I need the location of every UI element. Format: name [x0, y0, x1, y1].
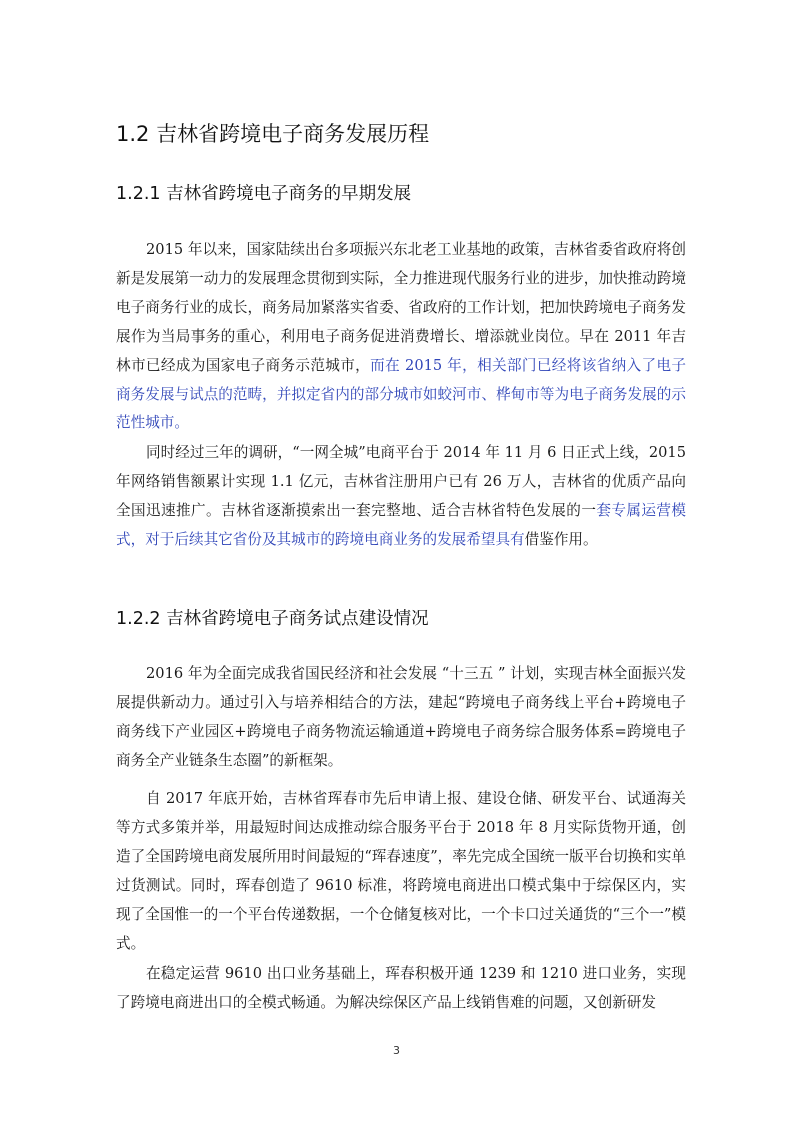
paragraph-text: 同时经过三年的调研，“一网全城”电商平台于 2014 年 11 月 6 日正式上线，2015 年网络销售额累计实现 1.1 亿元，吉林省注册用户已有 26 万人，吉林省的优质产品向全国迅速推广。吉林省逐渐摸索出一套完整地、适合吉林省特色发展的一 [116, 444, 686, 519]
highlighted-text: 而在 2015 年，相关部门已经将该省纳入了电子商务发展与试点的范畴，并拟定省内的部分城市如蛟河市、桦甸市等为电子商务发展的示范性城市。 [116, 356, 686, 432]
page-number: 3 [393, 1044, 400, 1057]
paragraph-text: 借鉴作用。 [524, 530, 598, 548]
paragraph-import-business: 在稳定运营 9610 出口业务基础上，珲春积极开通 1239 和 1210 进口业务，实现了跨境电商进出口的全模式畅通。为解决综保区产品上线销售难的问题，又创新研发 [116, 965, 686, 1011]
paragraph-13th-five-year-plan: 2016 年为全面完成我省国民经济和社会发展 “十三五 ” 计划，实现吉林全面振兴发展提供新动力。通过引入与培养相结合的方法，建起“跨境电子商务线上平台+跨境电子商务线下产业园区+跨境电子商务物流运输通道+跨境电子商务综合服务体系=跨境电子商务全产业链条生态圈”的新框架。 [116, 665, 686, 769]
subsection-heading-1-2-1: 1.2.1 吉林省跨境电子商务的早期发展 [116, 184, 412, 204]
paragraph-text: 2015 年以来，国家陆续出台多项振兴东北老工业基地的政策，吉林省委省政府将创新是发展第一动力的发展理念贯彻到实际，全力推进现代服务行业的进步，加快推动跨境电子商务行业的成长，商务局加紧落实省委、省政府的工作计划，把加快跨境电子商务发展作为当局事务的重心，利用电子商务促进消费增长、增添就业岗位。早在 2011 年吉林市已经成为国家电子商务示范城市， [116, 241, 686, 374]
paragraph-platform-launch [116, 439, 686, 555]
highlighted-text: 套专属运营模式，对于后续其它省份及其城市的跨境电商业务的发展希望具有 [116, 501, 686, 548]
section-heading: 1.2 吉林省跨境电子商务发展历程 [116, 122, 430, 146]
paragraph-hunchun-speed: 自 2017 年底开始，吉林省珲春市先后申请上报、建设仓储、研发平台、试通海关等方式多策并举，用最短时间达成推动综合服务平台于 2018 年 8 月实际货物开通，创造了全国跨境电商发展所用时间最短的“珲春速度”，率先完成全国统一版平台切换和实单过货测试。同时，珲春创造了 9610 标准，将跨境电商进出口模式集中于综保区内，实现了全国惟一的一个平台传递数据，一个仓储复核对比，一个卡口过关通货的“三个一”模式。 [116, 790, 686, 952]
paragraph-early-development [116, 236, 686, 438]
subsection-heading-1-2-2: 1.2.2 吉林省跨境电子商务试点建设情况 [116, 609, 429, 629]
